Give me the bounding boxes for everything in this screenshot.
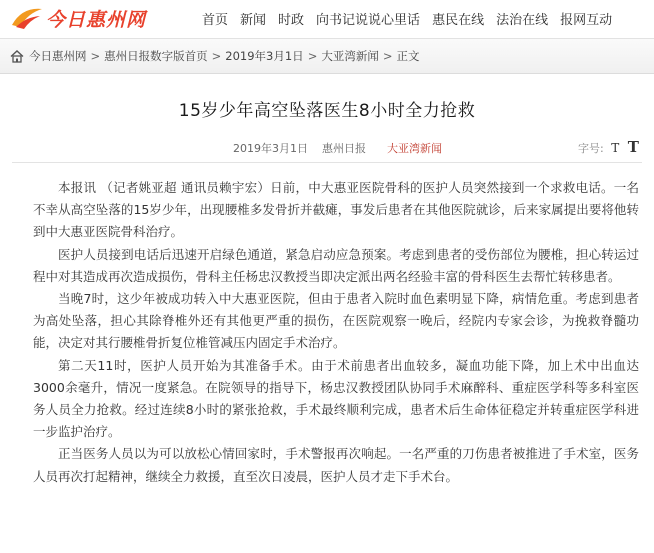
- nav-item-interaction[interactable]: 报网互动: [560, 13, 613, 28]
- breadcrumb-separator: >: [211, 49, 222, 63]
- nav-item-message-secretary[interactable]: 向书记说说心里话: [316, 13, 421, 28]
- article-body: [33, 177, 639, 488]
- article-section-link[interactable]: 大亚湾新闻: [387, 142, 442, 155]
- article-source: 惠州日报: [322, 142, 366, 155]
- breadcrumb-item-date[interactable]: 2019年3月1日: [225, 49, 304, 63]
- font-size-label: 字号:: [578, 142, 604, 155]
- article-paragraph: 第二天11时，医护人员开始为其准备手术。由于术前患者出血较多，凝血功能下降，加上术中出血达3000余毫升，情况一度紧急。在院领导的指导下，杨忠汉教授团队协同手术麻醉科、重症医学科等多科室医务人员全力抢救。经过连续8小时的紧张抢救，手术最终顺利完成，患者术后生命体征稳定并转重症医学科进一步监护治疗。: [33, 357, 639, 440]
- nav-item-law-online[interactable]: 法治在线: [496, 13, 549, 28]
- breadcrumb-item-section[interactable]: 大亚湾新闻: [321, 49, 379, 63]
- nav-item-politics[interactable]: 时政: [278, 13, 305, 28]
- nav-item-people-online[interactable]: 惠民在线: [432, 13, 485, 28]
- article-paragraph: 本报讯 （记者姚亚超 通讯员赖宇宏）日前，中大惠亚医院骨科的医护人员突然接到一个求救电话。一名不幸从高空坠落的15岁少年，出现腰椎多发骨折并截瘫，事发后患者在其他医院就诊，后来家属提出要将他转到中大惠亚医院骨科治疗。: [33, 180, 639, 240]
- article-paragraph: 医护人员接到电话后迅速开启绿色通道，紧急启动应急预案。考虑到患者的受伤部位为腰椎，担心转运过程中对其造成再次造成损伤，骨科主任杨忠汉教授当即决定派出两名经验丰富的骨科医生去帮忙转移患者。: [33, 246, 639, 284]
- main-nav: [202, 9, 624, 28]
- breadcrumb: [10, 48, 419, 64]
- logo-text: 今日惠州网: [46, 8, 147, 31]
- breadcrumb-separator: >: [307, 49, 318, 63]
- nav-item-home[interactable]: 首页: [202, 13, 229, 28]
- article-paragraph: 当晚7时，这少年被成功转入中大惠亚医院，但由于患者入院时血色素明显下降，病情危重。考虑到患者为高处坠落，担心其除脊椎外还有其他更严重的损伤，在医院观察一晚后，经院内专家会诊，为挽救脊髓功能，决定对其行腰椎骨折复位椎管减压内固定手术治疗。: [33, 291, 639, 351]
- site-logo[interactable]: [10, 4, 146, 32]
- breadcrumb-separator: >: [90, 49, 101, 63]
- home-icon: [10, 50, 24, 63]
- title-divider: [12, 162, 642, 163]
- article-meta: [0, 137, 654, 157]
- site-header: [0, 0, 654, 38]
- article-paragraph: 正当医务人员以为可以放松心情回家时，手术警报再次响起。一名严重的刀伤患者被推进了手术室，医务人员再次打起精神，继续全力救援，直至次日凌晨，医护人员才走下手术台。: [33, 446, 639, 484]
- breadcrumb-item-current: 正文: [396, 49, 420, 63]
- font-size-control: [578, 138, 639, 156]
- breadcrumb-item-site[interactable]: 今日惠州网: [29, 49, 87, 63]
- font-size-small-button[interactable]: T: [611, 141, 620, 155]
- breadcrumb-item-digital-edition[interactable]: 惠州日报数字版首页: [104, 49, 208, 63]
- font-size-large-button[interactable]: T: [627, 138, 639, 156]
- nav-item-news[interactable]: 新闻: [240, 13, 267, 28]
- breadcrumb-bar: [0, 38, 654, 74]
- logo-swoosh-icon: [10, 5, 44, 31]
- breadcrumb-separator: >: [382, 49, 393, 63]
- article-date: 2019年3月1日: [233, 142, 308, 155]
- article-title: 15岁少年高空坠落医生8小时全力抢救: [178, 101, 476, 121]
